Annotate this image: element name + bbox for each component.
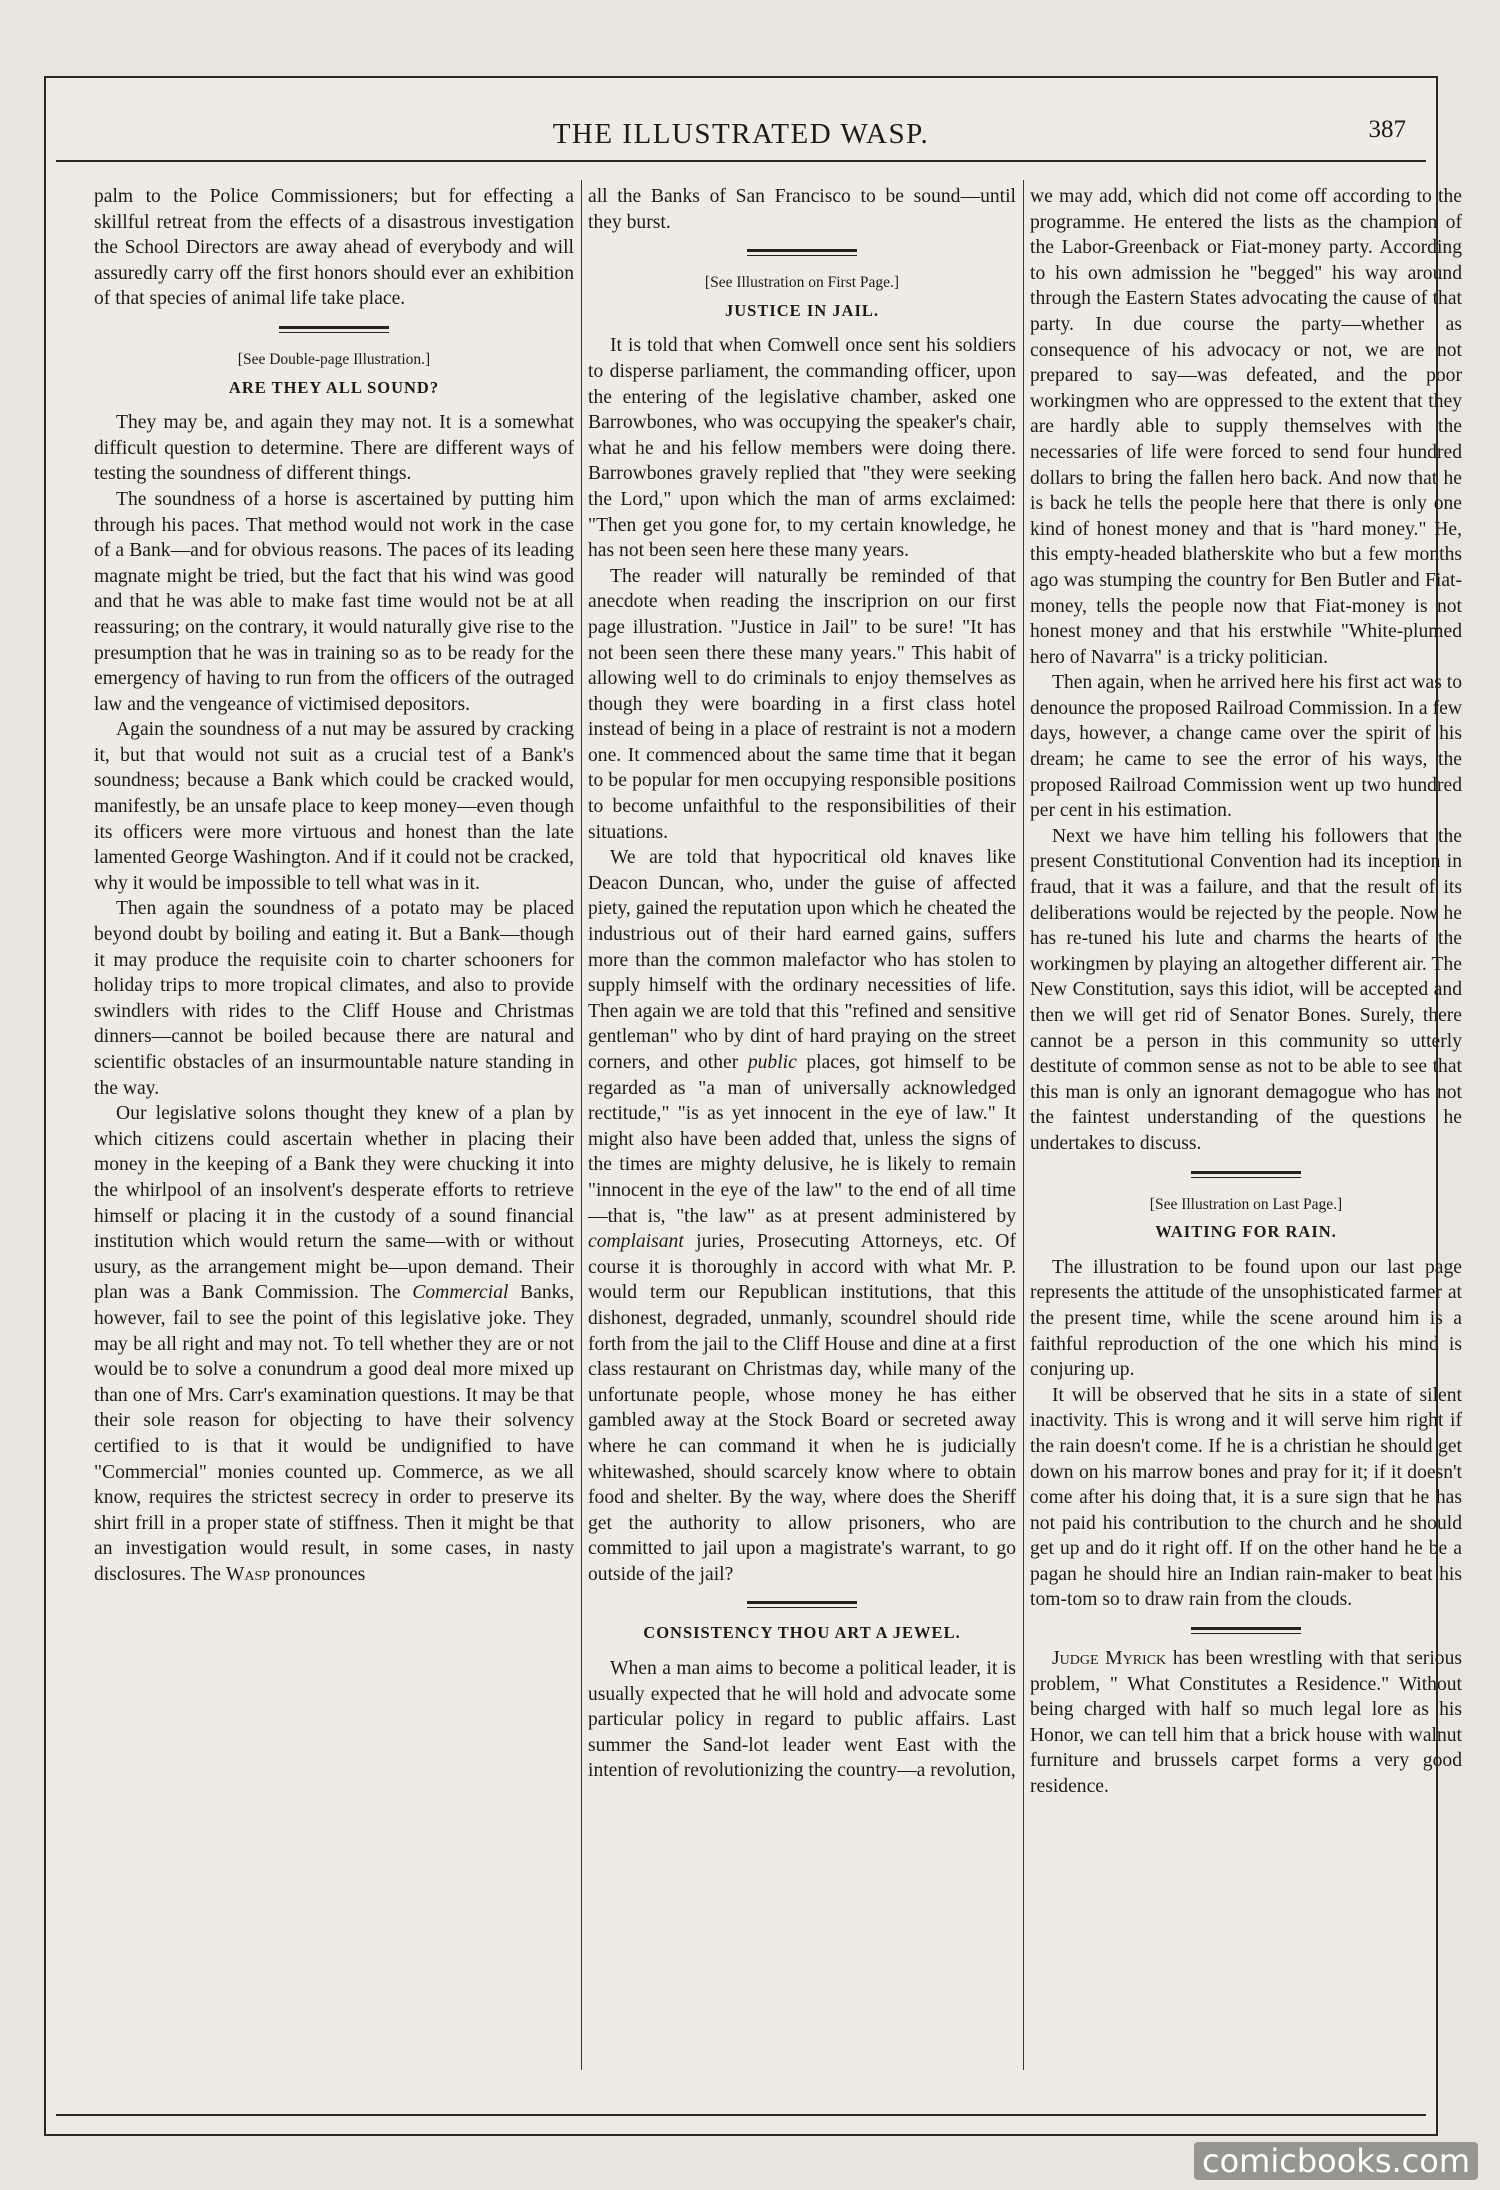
paragraph: we may add, which did not come off according to the programme. He entered the lists as the champion of the Labor-Greenback or Fiat-money party. According to his own admission he "begged" his way around through the Eastern States advocating the cause of that party. In due course the party—whether as consequence of his advocacy or not, we are not prepared to say—was defeated, and the poor workingmen who are oppressed to the extent that they are hardly able to supply themselves with the necessaries of life were forced to send four hundred dollars to bring the fallen hero back. And now that he is back he tells the people here that there is only one kind of honest money and that is "hard money." He, this empty-headed blatherskite who but a few months ago was stumping the country for Ben Butler and Fiat-money, tells the people now that Fiat-money is not honest money and that his erstwhile "White-plumed hero of Navarra" is a tricky politician. xyxy=(1030,186,1462,668)
paragraph: palm to the Police Commissioners; but for effecting a skillful retreat from the effects of a disastrous investigation the School Directors are away ahead of everybody and will assuredly carry off the first honors should ever an exhibition of that species of animal life take place. xyxy=(94,186,574,310)
paragraph xyxy=(1030,1646,1462,1800)
paragraph: Then again the soundness of a potato may be placed beyond doubt by boiling and eating it. But a Bank—though it may produce the requisite coin to charter schooners for holiday trips to more tropical climates, and also to provide swindlers with rides to the Cliff House and Christmas dinners—cannot be boiled because there are natural and scientific obstacles of an insurmountable nature standing in the way. xyxy=(94,898,574,1099)
paragraph: The illustration to be found upon our last page represents the attitude of the unsophisticated farmer at the present time, while the scene around him is a faithful reproduction of the one which his mind is conjuring up. xyxy=(1030,1256,1462,1381)
paragraph: The reader will naturally be reminded of that anecdote when reading the inscriprion on our first page illustration. "Justice in Jail" to be sure! "It has not been seen there these many years." This habit of allowing well to do criminals to enjoy themselves as though they were boarding in a first class hotel instead of being in a place of restraint is not a modern one. It commenced about the same time that it began to be popular for men occupying responsible positions to become unfaithful to the responsibilities of their situations. xyxy=(588,565,1016,843)
italic-run: public xyxy=(747,1052,797,1073)
paragraph: Next we have him telling his followers that the present Constitutional Convention had its inception in fraud, that it was a failure, and that the result of its deliberations would be rejected by the people. Now he has re-tuned his lute and charms the hearts of the workingmen by playing an altogether different air. The New Constitution, says this idiot, will be accepted and then we will get rid of Senator Bones. Surely, there cannot be a person in this community so utterly destitute of common sense as not to be able to see that this man is only an ignorant demagogue who has not the faintest understanding of the questions he undertakes to discuss. xyxy=(1030,825,1462,1154)
section-separator xyxy=(1191,1627,1301,1634)
column-1 xyxy=(94,184,574,1587)
paragraph: Then again, when he arrived here his first act was to denounce the proposed Railroad Commission. In a few days, however, a change came over the spirit of his dream; he came to see the error of his ways, the proposed Railroad Commission went up two hundred per cent in his estimation. xyxy=(1030,672,1462,822)
illustration-note: [See Illustration on Last Page.] xyxy=(1149,1195,1343,1213)
paragraph: When a man aims to become a political leader, it is usually expected that he will hold and advocate some particular policy in regard to public affairs. Last summer the Sand-lot leader went East with the intention of revolutionizing the country—a revolution, xyxy=(588,1658,1016,1782)
italic-run: Commercial xyxy=(412,1282,509,1304)
text-run: Our legislative solons thought they knew of a plan by which citizens could ascertain whether in placing their money in the keeping of a Bank they were chucking it into the whirlpool of an insolvent's desperate efforts to retrieve himself or placing it in the custody of a sound financial institution which would return the same—with or without usury, as the arrangement might be—upon demand. Their plan was a Bank Commission. The xyxy=(94,1103,574,1304)
watermark: comicbooks.com xyxy=(1194,2142,1478,2180)
text-run: places, got himself to be regarded as "a man of universally acknowledged rectitude," "is as yet innocent in the eye of law." It might also have been added that, unless the signs of the times are mighty delusive, he is likely to remain "innocent in the eye of the law" to the end of all time—that is, "the law" as at present administered by xyxy=(588,1052,1017,1227)
page-frame xyxy=(44,76,1462,2136)
small-caps-run: Judge Myrick xyxy=(1052,1648,1167,1670)
column-2 xyxy=(588,184,1016,1784)
paragraph: The soundness of a horse is ascertained by putting him through his paces. That method would not work in the case of a Bank—and for obvious reasons. The paces of its leading magnate might be tried, but the fact that his wind was good and that he was able to make fast time would not be at all reassuring; on the contrary, it would naturally give rise to the presumption that he was in training so as to be ready for the emergency of having to run from the officers of the outraged law and the vengeance of victimised depositors. xyxy=(94,488,574,715)
header-rule xyxy=(56,160,1426,162)
paragraph: They may be, and again they may not. It is a somewhat difficult question to determine. There are different ways of testing the soundness of different things. xyxy=(94,412,574,485)
paragraph xyxy=(588,845,1016,1587)
column-divider xyxy=(1023,180,1024,2070)
article-heading: ARE THEY ALL SOUND? xyxy=(228,377,440,397)
footer-rule xyxy=(56,2114,1426,2116)
paragraph: Again the soundness of a nut may be assured by cracking it, but that would not suit as a crucial test of a Bank's soundness; because a Bank which could be cracked would, manifestly, be an unsafe place to keep money—even though its officers were more virtuous and honest than the late lamented George Washington. And if it could not be cracked, why it would be impossible to tell what was in it. xyxy=(94,719,574,894)
column-3 xyxy=(1030,184,1462,1800)
masthead: THE ILLUSTRATED WASP. xyxy=(552,118,930,150)
text-run: We are told that hypocritical old knaves like Deacon Duncan, who, under the guise of affected piety, gained the reputation upon which he cheated the industrious out of their hard earned gains, suffers more than the common malefactor who has stolen to supply himself with the ordinary necessities of life. Then again we are told that this "refined and sensitive gentleman" who by dint of hard praying on the street corners, and other xyxy=(588,847,1016,1073)
paragraph: all the Banks of San Francisco to be sound—until they burst. xyxy=(588,186,1016,233)
text-run: Banks, however, fail to see the point of this legislative joke. They may be all right and may not. To tell whether they are or not would be to solve a conundrum a good deal more mixed up than one of Mrs. Carr's examination questions. It may be that their sole reason for objecting to have their solvency certified to is that it would be undignified to have "Commercial" monies counted up. Commerce, as we all know, requires the strictest secrecy in order to preserve its shirt frill in a proper state of stiffness. Then it might be that an investigation would result, in some cases, in nasty disclosures. The xyxy=(94,1282,574,1585)
section-separator xyxy=(747,249,857,256)
page-number: 387 xyxy=(1368,116,1406,143)
section-separator xyxy=(1191,1171,1301,1178)
italic-run: complaisant xyxy=(588,1231,684,1253)
paragraph xyxy=(94,1101,574,1587)
text-run: pronounces xyxy=(270,1563,366,1585)
illustration-note: [See Double-page Illustration.] xyxy=(237,350,431,368)
text-run: has been wrestling with that serious problem, " What Constitutes a Residence." Without being charged with half so much legal lore as his Honor, we can tell him that a brick house with walnut furniture and brussels carpet forms a very good residence. xyxy=(1030,1648,1462,1798)
paragraph: It will be observed that he sits in a state of silent inactivity. This is wrong and it will serve him right if the rain doesn't come. If he is a christian he should get down on his marrow bones and pray for it; if it doesn't come after his doing that, it is a sure sign that he has not paid his contribution to the church and he should get up and do it right off. If on the other hand he be a pagan he should hire an Indian rain-maker to beat his tom-tom so to draw rain from the clouds. xyxy=(1030,1384,1462,1611)
section-separator xyxy=(279,326,389,333)
section-separator xyxy=(747,1601,857,1608)
page-header xyxy=(46,118,1436,158)
paragraph: It is told that when Comwell once sent his soldiers to disperse parliament, the commanding officer, upon the entering of the legislative chamber, asked one Barrowbones, who was occupying the speaker's chair, what he and his fellow members were doing there. Barrowbones gravely replied that "they were seeking the Lord," upon which the man of arms exclaimed: "Then get you gone for, to my certain knowledge, he has not been seen here these many years. xyxy=(588,335,1016,562)
column-divider xyxy=(581,180,582,2070)
text-run: juries, Prosecuting Attorneys, etc. Of course it is thoroughly in accord with what Mr. P. would term our Republican institutions, that this dishonest, degraded, unmanly, scoundrel should ride forth from the jail to the Cliff House and dine at a first class restaurant on Christmas day, while many of the unfortunate people, whose money he has either gambled away at the Stock Board or secreted away where he can command it when he is judicially whitewashed, should scarcely know where to obtain food and shelter. By the way, where does the Sheriff get the authority to allow prisoners, who are committed to jail upon a magistrate's warrant, to go outside of the jail? xyxy=(588,1231,1016,1585)
illustration-note: [See Illustration on First Page.] xyxy=(704,274,900,292)
article-heading: JUSTICE IN JAIL. xyxy=(725,300,879,320)
article-heading: CONSISTENCY THOU ART A JEWEL. xyxy=(643,1623,961,1643)
small-caps-run: Wasp xyxy=(225,1563,271,1585)
article-heading: WAITING FOR RAIN. xyxy=(1155,1222,1337,1242)
